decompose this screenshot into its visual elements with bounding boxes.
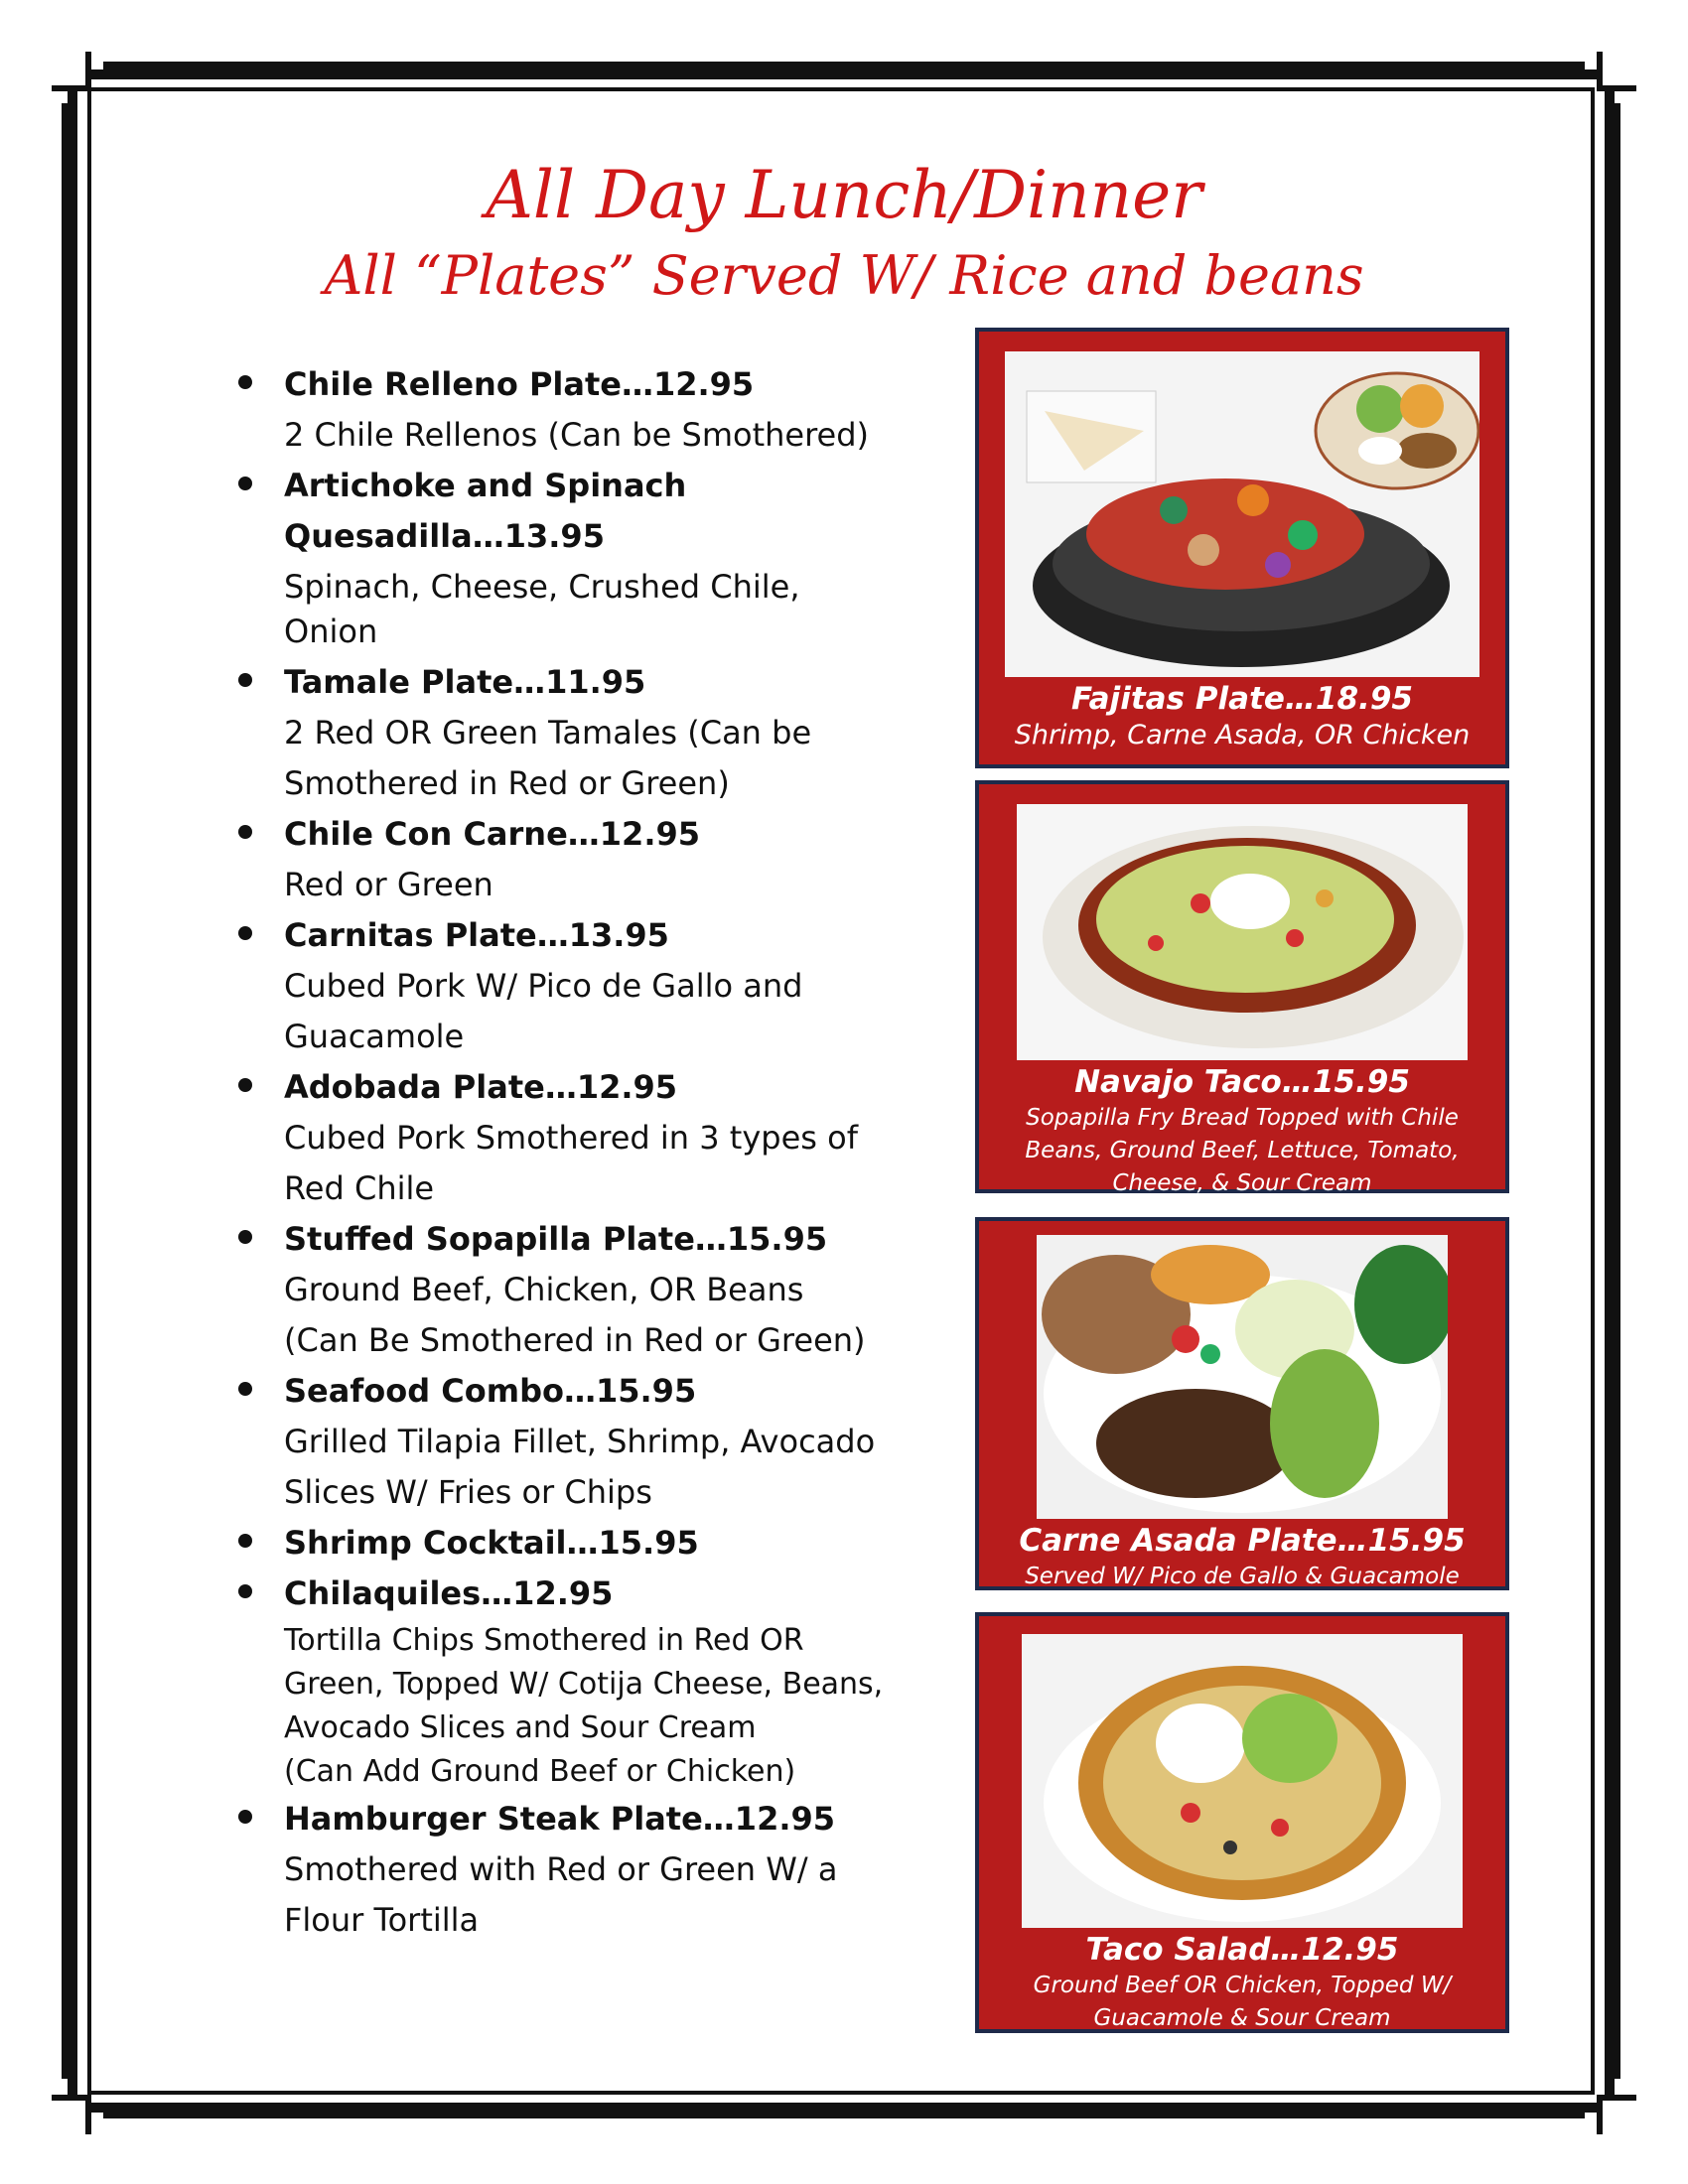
bullet-icon	[238, 375, 252, 389]
right-border-bar	[1607, 103, 1620, 2079]
menu-item	[238, 657, 914, 809]
item-name: Carnitas Plate…13.95	[284, 916, 669, 954]
menu-item	[238, 359, 914, 461]
bullet-icon	[238, 1230, 252, 1244]
item-desc: Cubed Pork Smothered in 3 types of	[284, 1119, 858, 1157]
bullet-icon	[238, 926, 252, 940]
card-desc: Ground Beef OR Chicken, Topped W/ Guacamole & Sour Cream	[1033, 1973, 1452, 2031]
item-desc: Onion	[284, 613, 378, 650]
menu-item	[238, 809, 914, 910]
bullet-icon	[238, 1382, 252, 1396]
item-name: Adobada Plate…12.95	[284, 1068, 678, 1106]
item-name: Hamburger Steak Plate…12.95	[284, 1800, 836, 1838]
item-desc: Smothered with Red or Green W/ a	[284, 1850, 838, 1888]
item-desc: (Can Add Ground Beef or Chicken)	[284, 1754, 796, 1789]
menu-item	[238, 1062, 914, 1214]
menu-item	[238, 1794, 914, 1946]
item-name: Chilaquiles…12.95	[284, 1574, 614, 1612]
item-name: Chile Relleno Plate…12.95	[284, 365, 755, 403]
item-desc: Spinach, Cheese, Crushed Chile,	[284, 568, 800, 606]
fajitas-photo	[1005, 351, 1479, 677]
item-desc: Ground Beef, Chicken, OR Beans	[284, 1271, 804, 1308]
card-title: Fajitas Plate…18.95	[1071, 681, 1413, 717]
card-title: Taco Salad…12.95	[1085, 1932, 1399, 1968]
photo-card-taco-salad	[975, 1612, 1509, 2033]
card-desc: Served W/ Pico de Gallo & Guacamole	[1025, 1564, 1460, 1589]
corner-ornament-bottom-right	[1597, 2095, 1636, 2134]
item-name: Shrimp Cocktail…15.95	[284, 1524, 699, 1562]
page-title: All Day Lunch/Dinner	[486, 157, 1202, 233]
navajo-taco-photo	[1017, 804, 1468, 1060]
menu-item	[238, 1366, 914, 1518]
item-desc: Slices W/ Fries or Chips	[284, 1473, 652, 1511]
corner-ornament-top-right	[1597, 52, 1636, 91]
item-name: Chile Con Carne…12.95	[284, 815, 700, 853]
left-border-bar	[62, 103, 75, 2079]
photo-card-fajitas	[975, 328, 1509, 768]
item-name: Tamale Plate…11.95	[284, 663, 646, 701]
bullet-icon	[238, 477, 252, 490]
carne-asada-illustration	[1037, 1235, 1448, 1519]
item-desc: Grilled Tilapia Fillet, Shrimp, Avocado	[284, 1423, 876, 1460]
item-name: Seafood Combo…15.95	[284, 1372, 697, 1410]
item-name: Artichoke and Spinach Quesadilla…13.95	[284, 467, 687, 555]
card-desc: Shrimp, Carne Asada, OR Chicken	[1014, 720, 1471, 751]
card-title: Navajo Taco…15.95	[1074, 1064, 1410, 1100]
bullet-icon	[238, 825, 252, 839]
photo-card-carne-asada	[975, 1217, 1509, 1590]
item-desc: Tortilla Chips Smothered in Red OR	[284, 1623, 804, 1658]
card-title: Carne Asada Plate…15.95	[1019, 1523, 1466, 1559]
item-desc: Cubed Pork W/ Pico de Gallo and	[284, 967, 803, 1005]
top-border-bar	[103, 62, 1585, 71]
bullet-icon	[238, 1810, 252, 1824]
menu-item	[238, 1518, 914, 1569]
menu-item	[238, 1214, 914, 1366]
taco-salad-photo	[1022, 1634, 1463, 1928]
navajo-taco-illustration	[1017, 804, 1468, 1060]
menu-list	[238, 359, 914, 1946]
menu-item	[238, 1569, 914, 1794]
item-name: Stuffed Sopapilla Plate…15.95	[284, 1220, 828, 1258]
taco-salad-illustration	[1022, 1634, 1463, 1928]
bullet-icon	[238, 1534, 252, 1548]
bullet-icon	[238, 673, 252, 687]
bottom-border-bar	[103, 2109, 1585, 2118]
item-desc: (Can Be Smothered in Red or Green)	[284, 1321, 866, 1359]
item-desc: Smothered in Red or Green)	[284, 764, 730, 802]
item-desc: Red or Green	[284, 866, 493, 903]
bullet-icon	[238, 1584, 252, 1598]
bullet-icon	[238, 1078, 252, 1092]
page-subtitle: All “Plates” Served W/ Rice and beans	[324, 244, 1364, 307]
corner-ornament-top-left	[52, 52, 91, 91]
fajitas-illustration	[1005, 351, 1479, 677]
menu-item	[238, 910, 914, 1062]
item-desc: Green, Topped W/ Cotija Cheese, Beans,	[284, 1667, 884, 1702]
menu-item	[238, 461, 914, 657]
carne-asada-photo	[1037, 1235, 1448, 1519]
item-desc: Guacamole	[284, 1018, 465, 1055]
item-desc: 2 Red OR Green Tamales (Can be	[284, 714, 812, 751]
item-desc: Red Chile	[284, 1169, 435, 1207]
photo-card-navajo-taco	[975, 780, 1509, 1196]
item-desc: Flour Tortilla	[284, 1901, 480, 1939]
item-desc: 2 Chile Rellenos (Can be Smothered)	[284, 416, 870, 454]
item-desc: Avocado Slices and Sour Cream	[284, 1710, 757, 1745]
corner-ornament-bottom-left	[52, 2095, 91, 2134]
card-desc: Sopapilla Fry Bread Topped with Chile Beans, Ground Beef, Lettuce, Tomato, Cheese, & Sour Cream	[1025, 1105, 1460, 1196]
